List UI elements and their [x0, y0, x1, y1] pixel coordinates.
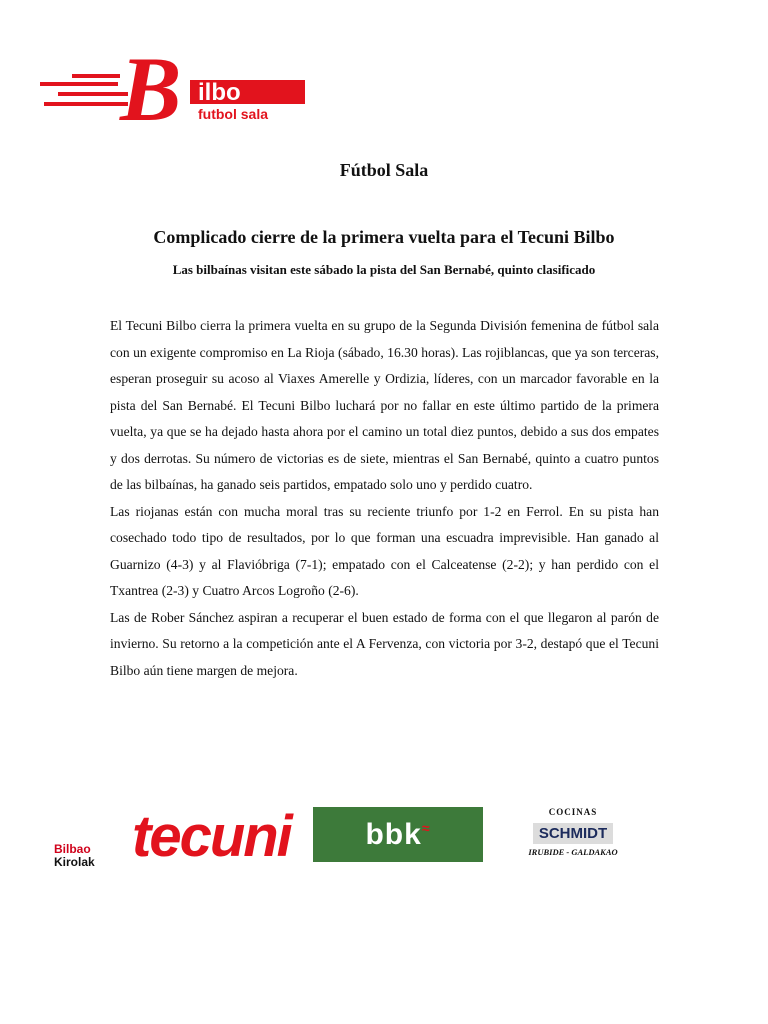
logo-name: ilbo — [198, 79, 241, 106]
article-body — [110, 313, 659, 684]
logo-tagline: futbol sala — [198, 106, 269, 122]
bilbao-kirolak-logo — [54, 843, 95, 869]
logo-graphic — [38, 42, 308, 130]
bilbao-kirolak-line2: Kirolak — [54, 855, 95, 869]
tecuni-logo: tecuni — [132, 804, 291, 869]
bilbao-kirolak-line1: Bilbao — [54, 842, 91, 856]
article-subheadline: Las bilbaínas visitan este sábado la pista del San Bernabé, quinto clasificado — [172, 262, 596, 277]
article-headline: Complicado cierre de la primera vuelta para el Tecuni Bilbo — [153, 227, 615, 247]
paragraph: Las riojanas están con mucha moral tras su reciente triunfo por 1-2 en Ferrol. En su pista han cosechado todo tipo de resultados, por lo que forman una escuadra imprevisible. Han ganado al Guarnizo (4-3) y al Flavióbriga (7-1); empatado con el Calceatense (2-2); y han perdido con el Txantrea (2-3) y Cuatro Arcos Logroño (2-6). — [110, 503, 659, 598]
schmidt-logo — [515, 803, 631, 865]
bbk-logo — [313, 807, 483, 862]
paragraph: Las de Rober Sánchez aspiran a recuperar el buen estado de forma con el que llegaron al parón de invierno. Su retorno a la competición ante el A Fervenza, con victoria por 3-2, destapó que el Tecuni Bilbo aún tiene margen de mejora. — [110, 609, 659, 678]
schmidt-bottom: IRUBIDE - GALDAKAO — [528, 847, 618, 857]
section-title: Fútbol Sala — [339, 160, 429, 180]
logo-b-letter: B — [120, 42, 182, 130]
bbk-text: bbk≈ — [365, 817, 431, 851]
schmidt-name: SCHMIDT — [533, 823, 613, 844]
paragraph: El Tecuni Bilbo cierra la primera vuelta en su grupo de la Segunda División femenina de fútbol sala con un exigente compromiso en La Rioja (sábado, 16.30 horas). Las rojiblancas, que ya son terceras, esperan proseguir su acoso al Viaxes Amerelle y Ordizia, líderes, con un marcador favorable en la pista del San Bernabé. El Tecuni Bilbo luchará por no fallar en este último partido de la primera vuelta, ya que se ha dejado hasta ahora por el camino un total diez puntos, debido a sus dos empates y dos derrotas. Su número de victorias es de siete, mientras el San Bernabé, quinto a cuatro puntos de las bilbaínas, ha ganado seis partidos, empatado solo uno y perdido cuatro. — [110, 318, 659, 492]
bilbo-futbol-sala-logo — [38, 42, 308, 130]
bbk-mark: ≈ — [421, 819, 431, 836]
schmidt-top: COCINAS — [548, 807, 598, 817]
